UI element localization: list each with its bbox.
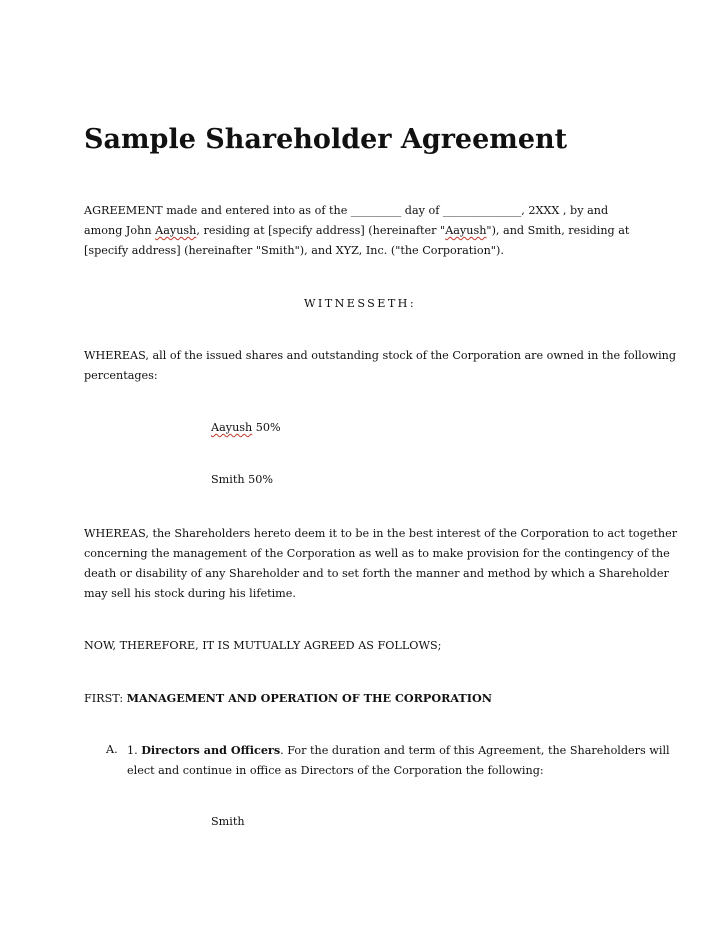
list-marker: A. <box>106 743 118 756</box>
whereas2-line-4: may sell his stock during his lifetime. <box>84 587 296 600</box>
item-heading: Directors and Officers <box>141 743 281 757</box>
document-title: Sample Shareholder Agreement <box>84 124 568 155</box>
intro-text: "), and Smith, residing at <box>486 224 630 237</box>
whereas2-line-1: WHEREAS, the Shareholders hereto deem it to be in the best interest of the Corporation to act together <box>84 527 678 540</box>
intro-line-1: AGREEMENT made and entered into as of the _________ day of ______________, 2XXX , by and <box>84 204 609 217</box>
item-a-line-2: elect and continue in office as Directors of the Corporation the following: <box>127 764 544 777</box>
now-therefore-clause: NOW, THEREFORE, IT IS MUTUALLY AGREED AS FOLLOWS; <box>84 639 442 652</box>
witnesseth-heading: WITNESSETH: <box>303 297 417 310</box>
intro-line-2 <box>84 221 640 241</box>
director-entry: Smith <box>211 815 245 828</box>
list-item-body <box>127 740 670 781</box>
first-prefix: FIRST: <box>84 692 127 705</box>
first-section-heading <box>84 688 640 709</box>
shareholder-entry: Smith 50% <box>211 473 273 486</box>
whereas-line-1: WHEREAS, all of the issued shares and outstanding stock of the Corporation are owned in the following <box>84 349 677 362</box>
shareholder-entry <box>211 421 281 434</box>
whereas2-line-3: death or disability of any Shareholder and to set forth the manner and method by which a Shareholder <box>84 567 669 580</box>
whereas-management-paragraph <box>84 524 678 604</box>
shareholder-name: Aayush <box>211 421 253 434</box>
list-item-a <box>106 740 670 782</box>
item-a-line-1 <box>127 740 670 761</box>
intro-text: , residing at [specify address] (hereinafter " <box>196 224 446 237</box>
intro-text: among John <box>84 224 156 237</box>
first-heading: MANAGEMENT AND OPERATION OF THE CORPORATION <box>126 691 492 705</box>
whereas-line-2: percentages: <box>84 369 158 382</box>
item-text: . For the duration and term of this Agreement, the Shareholders will <box>280 744 670 757</box>
whereas-ownership-paragraph <box>84 346 677 386</box>
shareholder-percent: 50% <box>252 421 281 434</box>
intro-paragraph <box>84 201 640 261</box>
intro-line-3: [specify address] (hereinafter "Smith"), and XYZ, Inc. ("the Corporation"). <box>84 244 504 257</box>
whereas2-line-2: concerning the management of the Corporation as well as to make provision for the contingency of the <box>84 547 670 560</box>
spellcheck-word: Aayush <box>155 224 197 237</box>
spellcheck-word: Aayush <box>445 224 487 237</box>
item-number: 1. <box>127 744 142 757</box>
